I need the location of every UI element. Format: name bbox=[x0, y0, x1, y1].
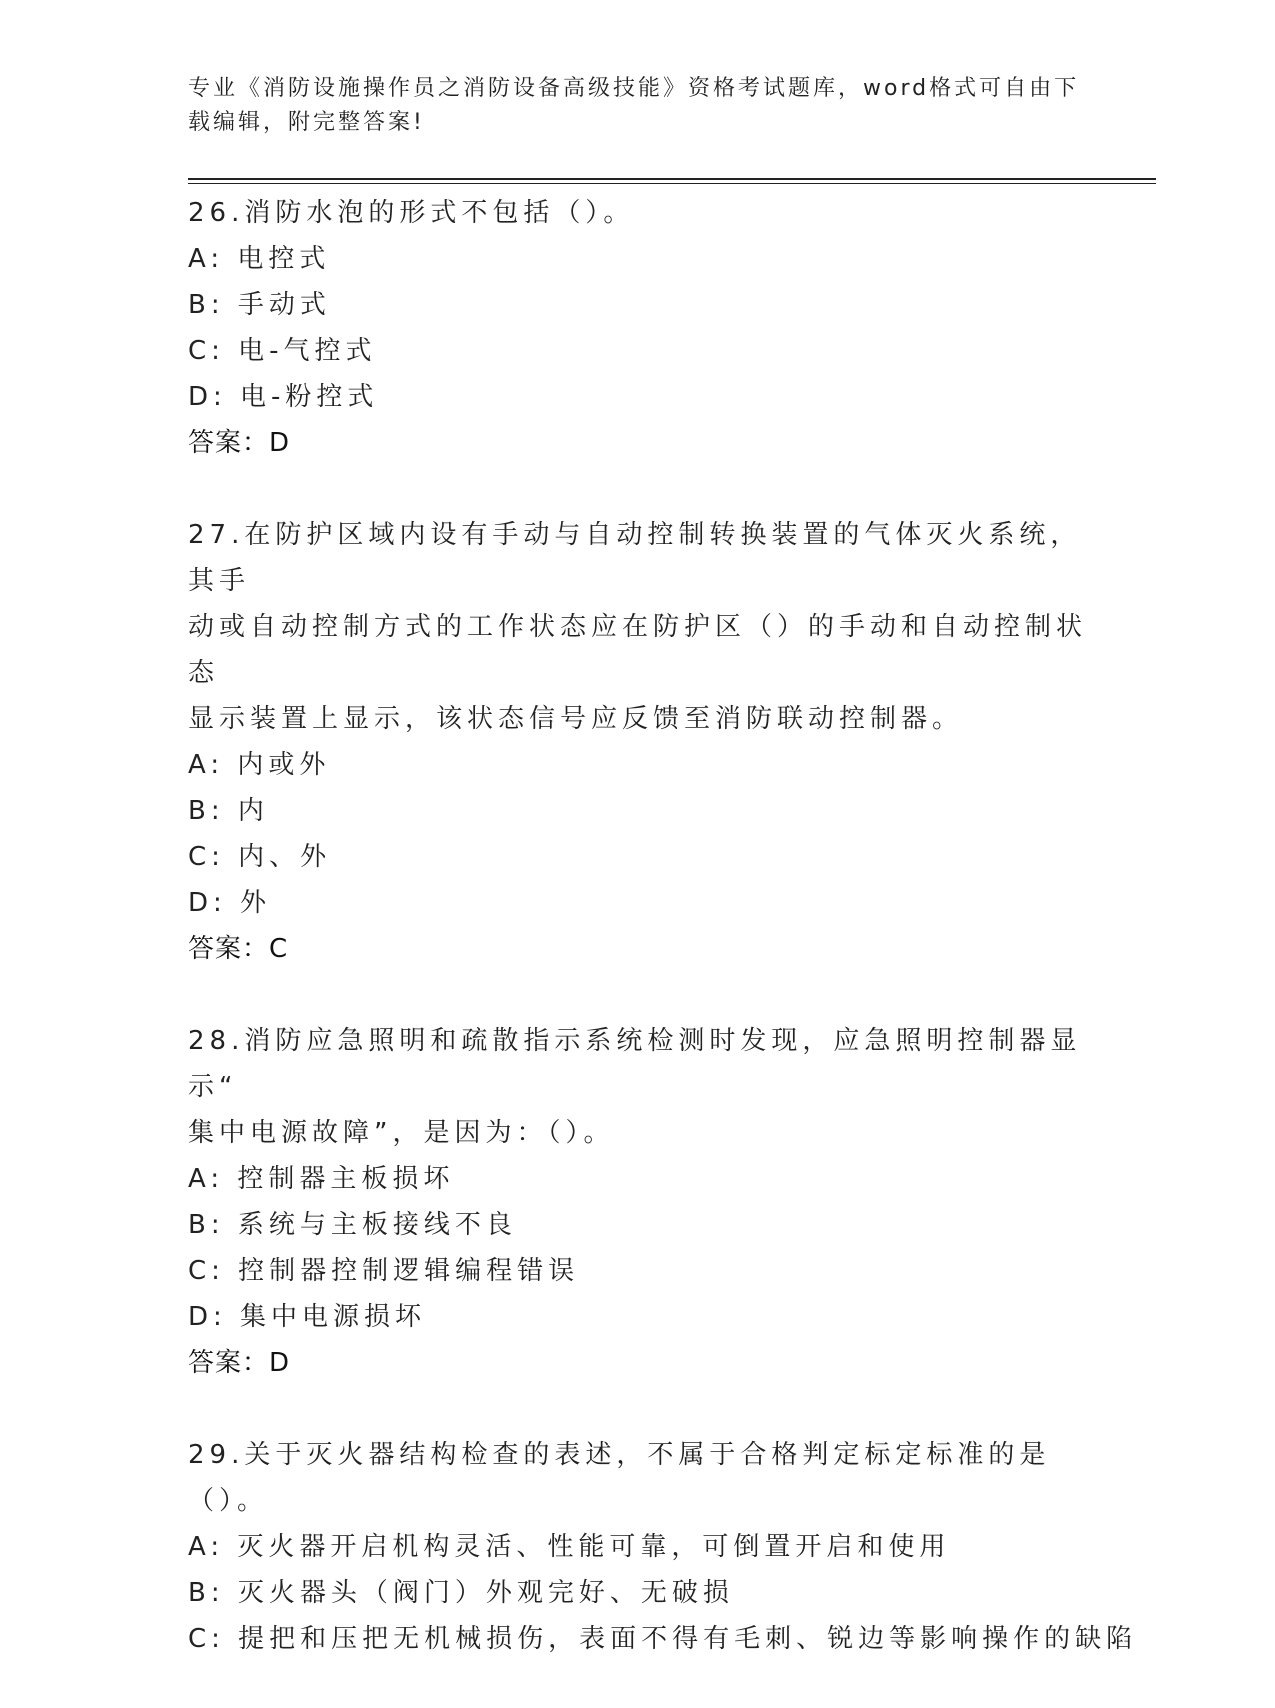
option-b: B: 手动式 bbox=[188, 290, 331, 320]
header-title-line-2: 载编辑，附完整答案! bbox=[188, 110, 425, 135]
option-b: B: 系统与主板接线不良 bbox=[188, 1210, 517, 1240]
question-stem-line-1: 27.在防护区域内设有手动与自动控制转换装置的气体灭火系统，其手 bbox=[188, 520, 1082, 596]
answer: 答案：D bbox=[188, 1348, 291, 1378]
option-d: D: 集中电源损坏 bbox=[188, 1302, 427, 1332]
document-header bbox=[188, 72, 1088, 140]
question-27 bbox=[188, 512, 1088, 972]
question-stem-line-3: 显示装置上显示，该状态信号应反馈至消防联动控制器。 bbox=[188, 704, 964, 734]
question-stem-line-2: 动或自动控制方式的工作状态应在防护区（）的手动和自动控制状态 bbox=[188, 612, 1088, 688]
header-title-line-1: 专业《消防设施操作员之消防设备高级技能》资格考试题库，word格式可自由下 bbox=[188, 76, 1080, 101]
question-28 bbox=[188, 1018, 1088, 1386]
option-b: B: 内 bbox=[188, 796, 269, 826]
header-divider-thick bbox=[188, 178, 1156, 180]
option-b: B: 灭火器头（阀门）外观完好、无破损 bbox=[188, 1578, 734, 1608]
answer: 答案：D bbox=[188, 428, 291, 458]
option-a: A: 电控式 bbox=[188, 244, 331, 274]
question-stem-line-1: 28.消防应急照明和疏散指示系统检测时发现，应急照明控制器显示“ bbox=[188, 1026, 1082, 1102]
header-divider-thin bbox=[188, 183, 1156, 184]
question-26 bbox=[188, 190, 1088, 466]
option-c: C: 电-气控式 bbox=[188, 336, 377, 366]
option-a: A: 控制器主板损坏 bbox=[188, 1164, 455, 1194]
option-c: C: 内、外 bbox=[188, 842, 332, 872]
question-stem: 26.消防水泡的形式不包括（）。 bbox=[188, 198, 635, 228]
question-29 bbox=[188, 1432, 1138, 1662]
option-d: D: 电-粉控式 bbox=[188, 382, 379, 412]
question-stem: 29.关于灭火器结构检查的表述，不属于合格判定标定标准的是（）。 bbox=[188, 1440, 1051, 1516]
question-list bbox=[188, 190, 1138, 1708]
option-c: C: 控制器控制逻辑编程错误 bbox=[188, 1256, 580, 1286]
answer: 答案：C bbox=[188, 934, 289, 964]
option-a: A: 灭火器开启机构灵活、性能可靠，可倒置开启和使用 bbox=[188, 1532, 951, 1562]
option-c: C: 提把和压把无机械损伤，表面不得有毛刺、锐边等影响操作的缺陷 bbox=[188, 1624, 1138, 1654]
option-d: D: 外 bbox=[188, 888, 272, 918]
question-stem-line-2: 集中电源故障”，是因为：（）。 bbox=[188, 1118, 615, 1148]
option-a: A: 内或外 bbox=[188, 750, 331, 780]
